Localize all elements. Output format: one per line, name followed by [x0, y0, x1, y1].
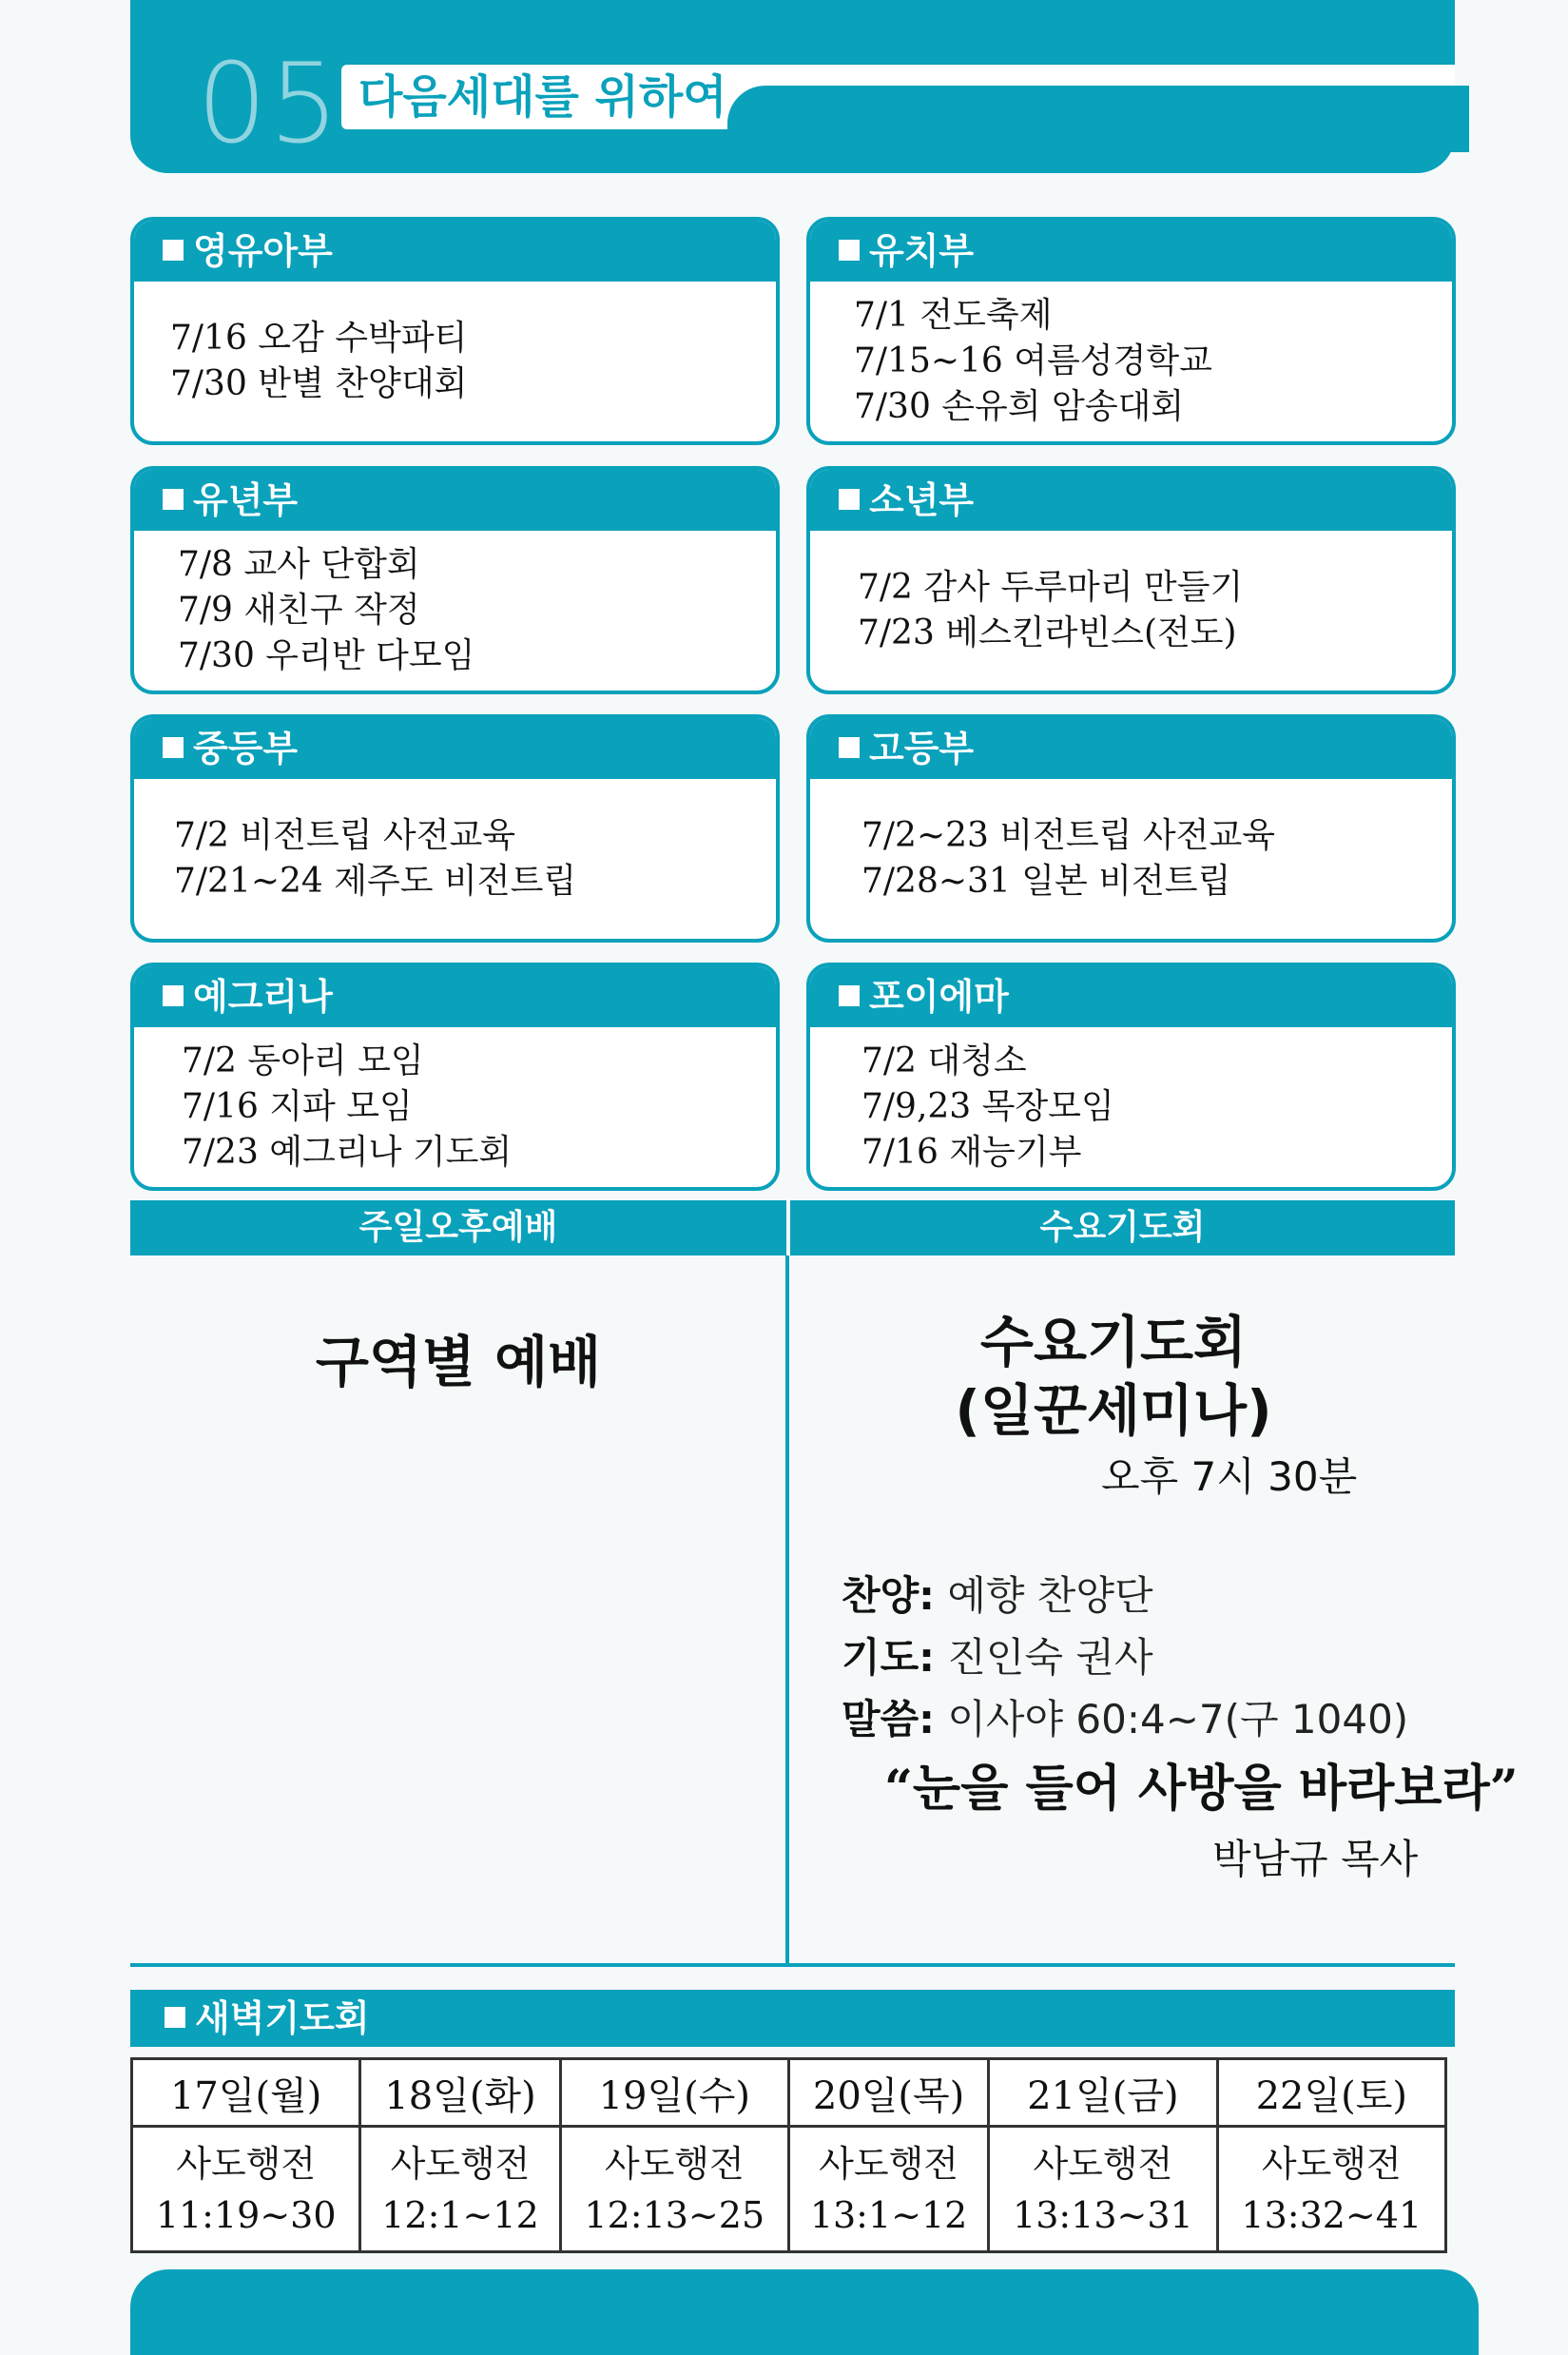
- dept-name: 포이에마: [869, 976, 1009, 1018]
- prayer-value: 진인숙 권사: [947, 1634, 1153, 1681]
- verse-range: 12:1~12: [381, 2193, 539, 2236]
- sermon-title: “눈을 들어 사방을 바라보라”: [884, 1760, 1519, 1818]
- dept-item: 7/2 동아리 모임: [182, 1041, 424, 1080]
- dept-name: 중등부: [193, 728, 299, 769]
- dept-heading: [810, 470, 1452, 531]
- dept-item: 7/30 우리반 다모임: [178, 636, 475, 675]
- sunday-worship-heading: 주일오후예배: [130, 1200, 786, 1255]
- dept-name: 소년부: [869, 479, 975, 521]
- dept-item: 7/1 전도축제: [854, 296, 1053, 335]
- section-divider: [130, 1963, 1455, 1967]
- section-title: 다음세대를 위하여: [358, 70, 727, 124]
- square-bullet-icon: [163, 489, 184, 510]
- preacher: 박남규 목사: [1212, 1836, 1419, 1882]
- sermon-label: 말씀:: [842, 1696, 935, 1742]
- prayer-row: [842, 1626, 1153, 1684]
- dept-heading: [810, 718, 1452, 779]
- book-name: 사도행전: [819, 2142, 958, 2185]
- dept-item: 7/15~16 여름성경학교: [854, 341, 1212, 380]
- dept-box-infant: [130, 217, 780, 445]
- dept-item: 7/2 대청소: [861, 1041, 1027, 1080]
- day-header: 18일(화): [360, 2059, 560, 2127]
- dept-box-poiema: [806, 963, 1456, 1191]
- dept-item: 7/30 반별 찬양대회: [170, 364, 468, 403]
- sunday-worship-content: 구역별 예배: [315, 1330, 602, 1394]
- verse-range: 11:19~30: [155, 2193, 337, 2236]
- dept-items: [134, 1027, 776, 1187]
- book-name: 사도행전: [176, 2142, 317, 2185]
- dept-name: 유치부: [869, 230, 975, 272]
- square-bullet-icon: [839, 240, 860, 261]
- day-header: 17일(월): [132, 2059, 360, 2127]
- sermon-row: [842, 1688, 1408, 1745]
- book-name: 사도행전: [390, 2142, 531, 2185]
- dept-items: [810, 779, 1452, 939]
- dept-item: 7/8 교사 단합회: [178, 545, 420, 584]
- wednesday-time: 오후 7시 30분: [1101, 1453, 1358, 1500]
- dept-name: 예그리나: [193, 976, 333, 1018]
- dept-heading: [134, 966, 776, 1027]
- day-header: 22일(토): [1217, 2059, 1445, 2127]
- header-tab-cut: [727, 86, 1469, 152]
- dept-name: 영유아부: [193, 230, 333, 272]
- dept-box-youth: [806, 466, 1456, 694]
- verse-range: 13:32~41: [1241, 2193, 1423, 2236]
- prayer-label: 기도:: [842, 1634, 935, 1681]
- dept-item: 7/16 지파 모임: [182, 1087, 413, 1126]
- book-name: 사도행전: [604, 2142, 745, 2185]
- dept-items: [810, 1027, 1452, 1187]
- dept-item: 7/30 손유희 암송대회: [854, 387, 1185, 426]
- day-header: 20일(목): [788, 2059, 988, 2127]
- dawn-prayer-title: 새벽기도회: [195, 1997, 370, 2039]
- dept-item: 7/16 재능기부: [861, 1133, 1082, 1172]
- day-header: 19일(수): [560, 2059, 788, 2127]
- dept-box-high: [806, 714, 1456, 943]
- dept-heading: [134, 718, 776, 779]
- dept-item: 7/2 비전트립 사전교육: [174, 816, 516, 855]
- square-bullet-icon: [163, 985, 184, 1006]
- wednesday-prayer-heading: 수요기도회: [790, 1200, 1455, 1255]
- square-bullet-icon: [839, 737, 860, 758]
- section-header: [130, 0, 1455, 173]
- dept-heading: [134, 221, 776, 282]
- dept-item: 7/9,23 목장모임: [861, 1087, 1114, 1126]
- dept-items: [134, 282, 776, 441]
- dept-box-middle: [130, 714, 780, 943]
- dept-heading: [810, 966, 1452, 1027]
- book-name: 사도행전: [1261, 2142, 1402, 2185]
- praise-row: [842, 1565, 1153, 1622]
- dept-items: [134, 779, 776, 939]
- dept-box-yegrina: [130, 963, 780, 1191]
- dept-item: 7/2 감사 두루마리 만들기: [858, 568, 1244, 607]
- reading-cell: [360, 2127, 560, 2252]
- square-bullet-icon: [839, 489, 860, 510]
- square-bullet-icon: [165, 2007, 185, 2028]
- dept-name: 고등부: [869, 728, 975, 769]
- dept-items: [810, 282, 1452, 441]
- square-bullet-icon: [839, 985, 860, 1006]
- wednesday-title-line1: 수요기도회: [979, 1310, 1248, 1374]
- reading-cell: [132, 2127, 360, 2252]
- dept-item: 7/28~31 일본 비전트립: [861, 862, 1231, 901]
- book-name: 사도행전: [1033, 2142, 1173, 2185]
- reading-cell: [1217, 2127, 1445, 2252]
- reading-cell: [560, 2127, 788, 2252]
- dept-item: 7/2~23 비전트립 사전교육: [861, 816, 1276, 855]
- dept-item: 7/23 예그리나 기도회: [182, 1133, 513, 1172]
- dept-box-kindergarten: [806, 217, 1456, 445]
- reading-cell: [989, 2127, 1217, 2252]
- section-number: 05: [197, 40, 341, 168]
- footer-bar: [130, 2269, 1479, 2355]
- praise-label: 찬양:: [842, 1572, 935, 1619]
- dawn-prayer-heading: [130, 1990, 1455, 2047]
- praise-value: 예향 찬양단: [947, 1572, 1153, 1619]
- dept-item: 7/21~24 제주도 비전트립: [174, 862, 577, 901]
- verse-range: 13:13~31: [1013, 2193, 1193, 2236]
- table-row: [132, 2127, 1446, 2252]
- dept-item: 7/9 새친구 작정: [178, 591, 420, 630]
- wednesday-title-line2: (일꾼세미나): [955, 1378, 1272, 1443]
- square-bullet-icon: [163, 737, 184, 758]
- dept-items: [810, 531, 1452, 691]
- verse-range: 12:13~25: [584, 2193, 765, 2236]
- dawn-prayer-table: [130, 2057, 1447, 2253]
- dept-heading: [134, 470, 776, 531]
- wednesday-title: [790, 1308, 1437, 1445]
- dept-box-elementary: [130, 466, 780, 694]
- dept-name: 유년부: [193, 479, 299, 521]
- dept-items: [134, 531, 776, 691]
- verse-range: 13:1~12: [809, 2193, 968, 2236]
- square-bullet-icon: [163, 240, 184, 261]
- day-header: 21일(금): [989, 2059, 1217, 2127]
- dept-item: 7/16 오감 수박파티: [170, 319, 468, 358]
- table-header-row: [132, 2059, 1446, 2127]
- reading-cell: [788, 2127, 988, 2252]
- sermon-value: 이사야 60:4~7(구 1040): [947, 1696, 1409, 1742]
- dept-heading: [810, 221, 1452, 282]
- dept-item: 7/23 베스킨라빈스(전도): [858, 613, 1237, 652]
